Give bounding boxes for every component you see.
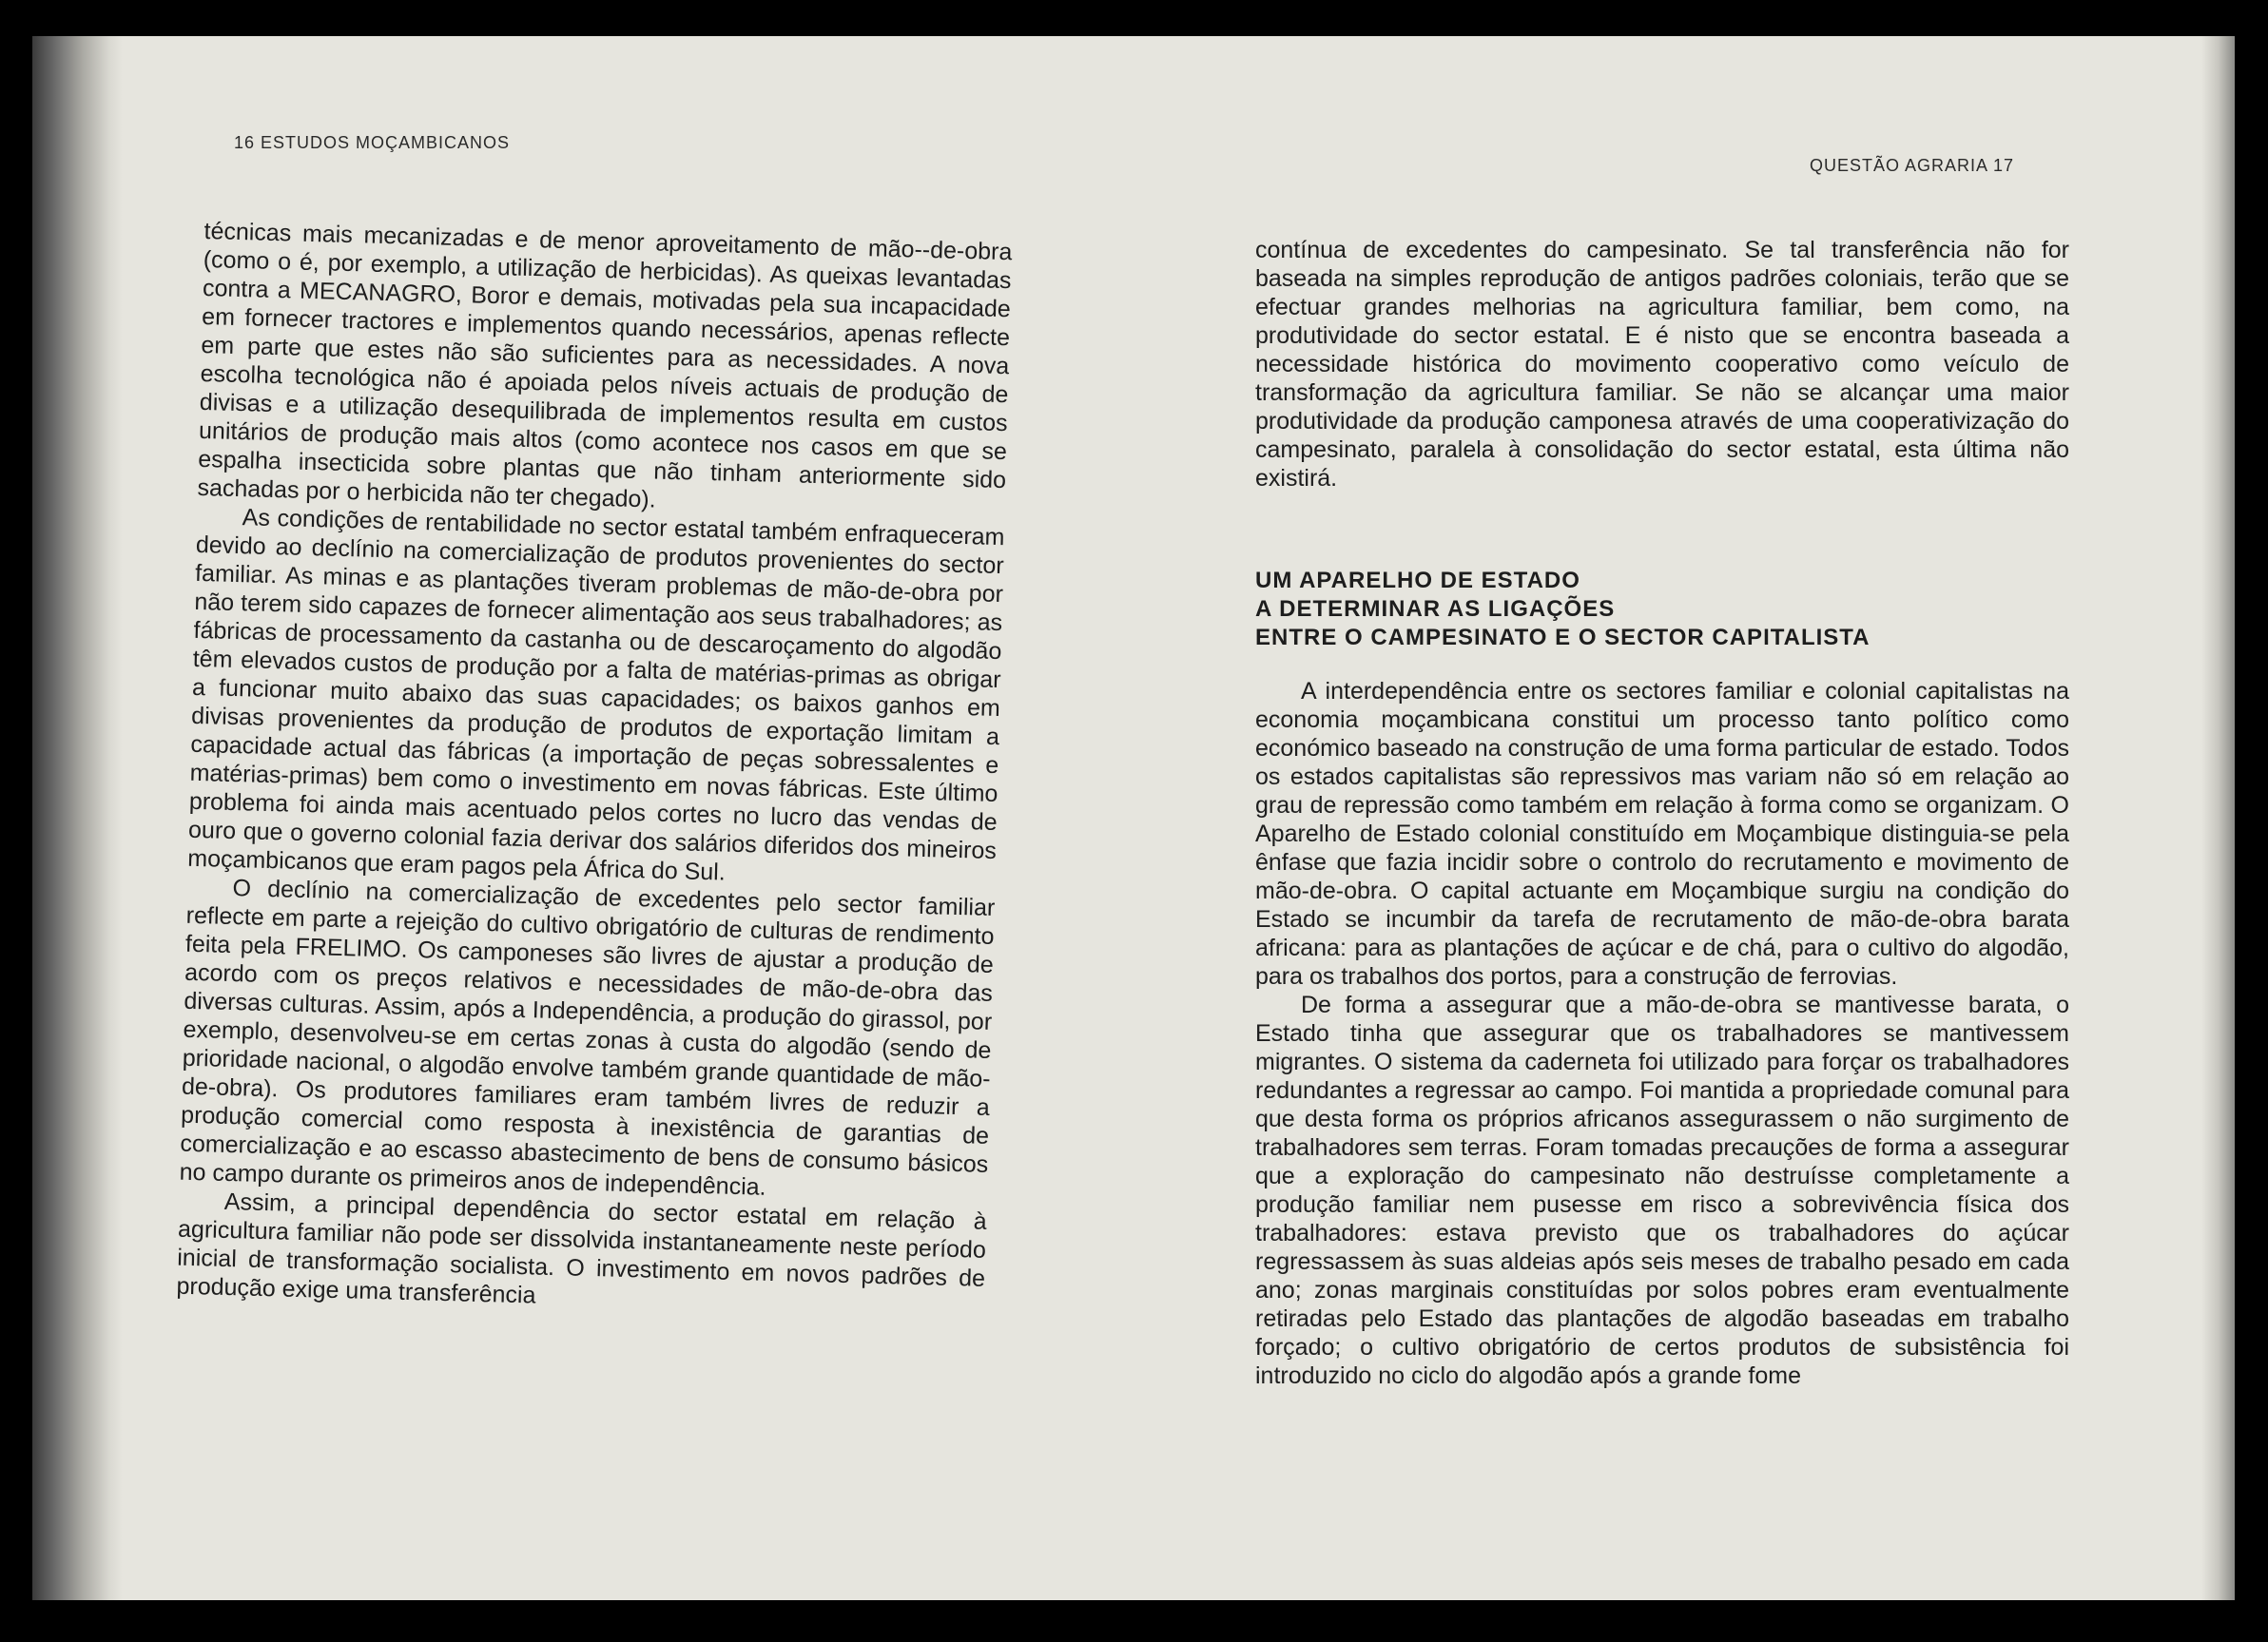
right-scan-edge xyxy=(2201,36,2235,1600)
right-page-intro xyxy=(1255,236,2069,493)
section-heading xyxy=(1255,567,2069,652)
left-scan-edge xyxy=(32,36,123,1600)
left-paragraph: O declínio na comercialização de excedentes pelo sector familiar reflecte em parte a rejeição do cultivo obrigatório de culturas de rendimento feita pela FRELIMO. Os camponeses são livres de ajustar a produção de acordo com os preços relativos e necessidades de mão-de-obra das diversas culturas. Assim, após a Independência, a produção do girassol, por exemplo, desenvolveu-se em certas zonas à custa do algodão (sendo de prioridade nacional, o algodão envolve também grande quantidade de mão-de-obra). Os produtores familiares eram também livres de reduzir a produção comercial como resposta à inexistência de garantias de comercialização e ao escasso abastecimento de bens de consumo básicos no campo durante os primeiros anos de independência. xyxy=(179,875,996,1201)
left-running-header: 16 ESTUDOS MOÇAMBICANOS xyxy=(234,133,511,152)
right-paragraph: De forma a assegurar que a mão-de-obra se mantivesse barata, o Estado tinha que assegurar que os trabalhadores se mantivessem migrantes. O sistema da caderneta foi utilizado para forçar os trabalhadores redundantes a regressar ao campo. Foi mantida a propriedade comunal para que desta forma os próprios africanos assegurassem o não surgimento de trabalhadores sem terras. Foram tomadas precauções de forma a assegurar que a exploração do campesinato não destruísse completamente a produção familiar nem pusesse em risco a sobrevivência física dos trabalhadores: estava previsto que os trabalhadores do açúcar regressassem às suas aldeias após seis meses de trabalho pesado em cada ano; zonas marginais constituídas por solos pobres eram eventualmente retiradas pelo Estado das plantações de algodão baseadas em trabalho forçado; o cultivo obrigatório de certos produtos de subsistência foi introduzido no ciclo do algodão após a grande fome xyxy=(1255,992,2069,1389)
left-paragraph: Assim, a principal dependência do sector estatal em relação à agricultura familiar não pode ser dissolvida instantaneamente neste período inicial de transformação socialista. O investimento em novos padrões de produção exige uma transferência xyxy=(176,1188,987,1309)
right-page-body xyxy=(1255,677,2069,1390)
right-paragraph: A interdependência entre os sectores familiar e colonial capitalistas na economia moçambicana constitui um processo tanto político como económico baseado na construção de uma forma particular de estado. Todos os estados capitalistas são repressivos mas variam não só em relação ao grau de repressão como também em relação à forma como se organizam. O Aparelho de Estado colonial constituído em Moçambique distinguia-se pela ênfase que fazia incidir sobre o controlo do recrutamento e movimento de mão-de-obra. O capital actuante em Moçambique surgiu na condição do Estado se incumbir da tarefa de recrutamento de mão-de-obra barata africana: para as plantações de açúcar e de chá, para o cultivo do algodão, para os trabalhos dos portos, para a construção de ferrovias. xyxy=(1255,678,2069,990)
right-intro-paragraph: contínua de excedentes do campesinato. Se tal transferência não for baseada na simples reprodução de antigos padrões coloniais, terão que se efectuar grandes melhorias na agricultura familiar, bem como, na produtividade do sector estatal. E é nisto que se encontra baseada a necessidade histórica do movimento cooperativo como veículo de transformação da agricultura familiar. Se não se alcançar uma maior produtividade da produção camponesa através de uma cooperativização do campesinato, paralela à consolidação do sector estatal, esta última não existirá. xyxy=(1255,237,2069,492)
right-running-header: QUESTÃO AGRARIA 17 xyxy=(1810,156,2015,175)
section-heading-line: A DETERMINAR AS LIGAÇÕES xyxy=(1255,596,1616,622)
left-paragraph: técnicas mais mecanizadas e de menor aproveitamento de mão--de-obra (como o é, por exemplo, a utilização de herbicidas). As queixas levantadas contra a MECANAGRO, Boror e demais, motivadas pela sua incapacidade em fornecer tractores e implementos quando necessários, apenas reflecte em parte que estes não são suficientes para as necessidades. A nova escolha tecnológica não é apoiada pelos níveis actuais de produção de divisas e a utilização desequilibrada de implementos resulta em custos unitários de produção mais altos (como acontece nos casos em que se espalha insecticida sobre plantas que não tinham anteriormente sido sachadas por o herbicida não ter chegado). xyxy=(197,217,1013,513)
section-heading-line: UM APARELHO DE ESTADO xyxy=(1255,568,1580,593)
left-paragraph: As condições de rentabilidade no sector estatal também enfraqueceram devido ao declínio na comercialização de produtos provenientes do sector familiar. As minas e as plantações tiveram problemas de mão-de-obra por não terem sido capazes de fornecer alimentação aos seus trabalhadores; as fábricas de processamento da castanha ou de descaroçamento do algodão têm elevados custos de produção por a falta de matérias-primas as obrigar a funcionar muito abaixo das suas capacidades; os baixos ganhos em divisas provenientes da produção de produtos de exportação limitam a capacidade actual das fábricas (a importação de peças sobressalentes e matérias-primas) bem como o investimento em novas fábricas. Este último problema foi ainda mais acentuado pelos cortes no lucro das vendas de ouro que o governo colonial fazia derivar dos salários diferidos dos mineiros moçambicanos que eram pagos pela África do Sul. xyxy=(186,504,1005,886)
section-heading-line: ENTRE O CAMPESINATO E O SECTOR CAPITALISTA xyxy=(1255,625,1871,650)
left-page-body xyxy=(176,217,1013,1322)
